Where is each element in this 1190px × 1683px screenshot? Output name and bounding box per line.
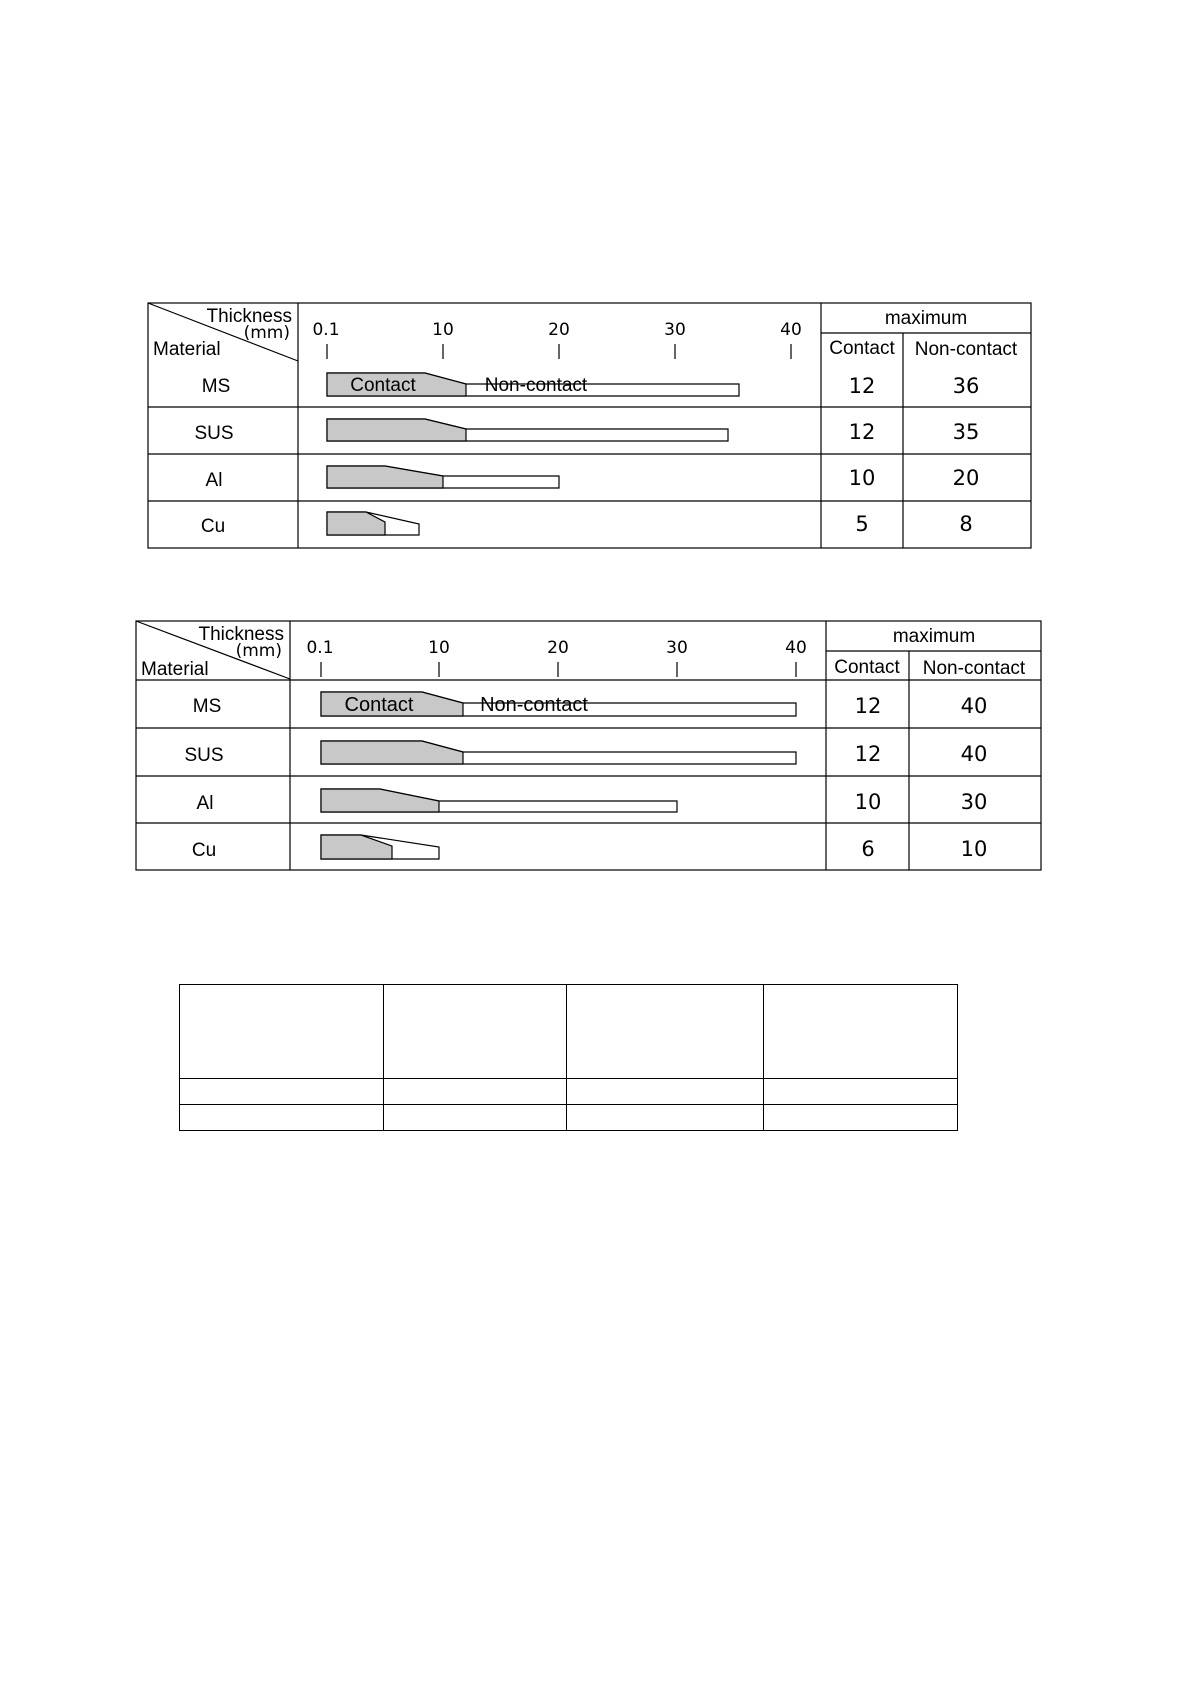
thickness-label: Thickness bbox=[198, 624, 284, 645]
scale-tick-label: 40 bbox=[780, 320, 802, 340]
noncontact-max-ms: 40 bbox=[960, 694, 988, 718]
bar-contact-label: Contact bbox=[344, 694, 414, 716]
thickness-bar-al bbox=[327, 466, 559, 488]
contact-max-al: 10 bbox=[848, 466, 876, 490]
noncontact-max-sus: 35 bbox=[952, 420, 980, 444]
thickness-bar-cu bbox=[321, 835, 439, 859]
material-name-al: Al bbox=[205, 470, 223, 491]
material-name-al: Al bbox=[196, 793, 214, 814]
table-row bbox=[180, 1105, 958, 1131]
scale-tick-label: 30 bbox=[664, 320, 686, 340]
table-row bbox=[180, 985, 958, 1079]
table-cell bbox=[384, 1105, 566, 1131]
table-cell bbox=[180, 985, 384, 1079]
material-name-ms: MS bbox=[192, 696, 222, 717]
noncontact-max-cu: 8 bbox=[959, 512, 973, 536]
scale-axis bbox=[312, 320, 801, 359]
contact-bar-al bbox=[327, 466, 443, 488]
contact-bar-al bbox=[321, 789, 439, 812]
noncontact-column-header: Non-contact bbox=[914, 339, 1018, 360]
thickness-bar-al bbox=[321, 789, 677, 812]
scale-tick-label: 10 bbox=[428, 638, 450, 658]
thickness-bar-sus bbox=[321, 741, 796, 764]
material-name-cu: Cu bbox=[200, 516, 226, 537]
noncontact-max-al: 20 bbox=[952, 466, 980, 490]
scale-tick-label: 10 bbox=[432, 320, 454, 340]
empty-table bbox=[179, 984, 958, 1131]
thickness-bar-sus bbox=[327, 419, 728, 441]
table-cell bbox=[180, 1079, 384, 1105]
noncontact-max-al: 30 bbox=[960, 790, 988, 814]
scale-tick-label: 0.1 bbox=[306, 638, 334, 658]
table-cell bbox=[763, 1105, 957, 1131]
noncontact-max-sus: 40 bbox=[960, 742, 988, 766]
bar-contact-label: Contact bbox=[350, 375, 416, 396]
table-cell bbox=[180, 1105, 384, 1131]
scale-tick-label: 40 bbox=[785, 638, 807, 658]
material-name-sus: SUS bbox=[184, 745, 224, 766]
thickness-table-2 bbox=[136, 621, 1042, 871]
scale-tick-label: 0.1 bbox=[312, 320, 340, 340]
material-label: Material bbox=[153, 339, 221, 360]
contact-max-cu: 5 bbox=[855, 512, 869, 536]
table-cell bbox=[566, 985, 763, 1079]
table-cell bbox=[763, 985, 957, 1079]
noncontact-max-cu: 10 bbox=[960, 837, 988, 861]
unit-label: (mm) bbox=[243, 323, 290, 343]
maximum-label: maximum bbox=[884, 308, 968, 329]
table-cell bbox=[384, 1079, 566, 1105]
thickness-table-2-graphic bbox=[136, 621, 1042, 871]
scale-tick-label: 20 bbox=[547, 638, 569, 658]
thickness-label: Thickness bbox=[206, 306, 292, 327]
contact-max-ms: 12 bbox=[848, 374, 876, 398]
contact-column-header: Contact bbox=[834, 657, 900, 678]
thickness-bar-ms bbox=[327, 373, 739, 396]
material-name-ms: MS bbox=[201, 376, 231, 397]
contact-max-sus: 12 bbox=[854, 742, 882, 766]
bar-noncontact-label: Non-contact bbox=[484, 375, 588, 396]
noncontact-max-ms: 36 bbox=[952, 374, 980, 398]
material-name-cu: Cu bbox=[191, 840, 217, 861]
contact-max-al: 10 bbox=[854, 790, 882, 814]
thickness-table-1 bbox=[148, 303, 1032, 549]
table-cell bbox=[566, 1105, 763, 1131]
thickness-bar-ms bbox=[321, 692, 796, 716]
bar-noncontact-label: Non-contact bbox=[480, 694, 588, 716]
scale-tick-label: 30 bbox=[666, 638, 688, 658]
contact-max-ms: 12 bbox=[854, 694, 882, 718]
contact-max-sus: 12 bbox=[848, 420, 876, 444]
material-label: Material bbox=[141, 659, 209, 680]
unit-label: (mm) bbox=[235, 641, 282, 661]
scale-axis bbox=[306, 638, 806, 677]
contact-max-cu: 6 bbox=[861, 837, 875, 861]
contact-bar-sus bbox=[321, 741, 463, 764]
material-name-sus: SUS bbox=[194, 423, 234, 444]
noncontact-column-header: Non-contact bbox=[922, 658, 1026, 679]
table-row bbox=[180, 1079, 958, 1105]
maximum-label: maximum bbox=[892, 626, 976, 647]
contact-column-header: Contact bbox=[829, 338, 895, 359]
thickness-bar-cu bbox=[327, 512, 419, 535]
table-cell bbox=[566, 1079, 763, 1105]
table-cell bbox=[763, 1079, 957, 1105]
scale-tick-label: 20 bbox=[548, 320, 570, 340]
contact-bar-sus bbox=[327, 419, 466, 441]
table-cell bbox=[384, 985, 566, 1079]
thickness-table-1-graphic bbox=[148, 303, 1032, 549]
